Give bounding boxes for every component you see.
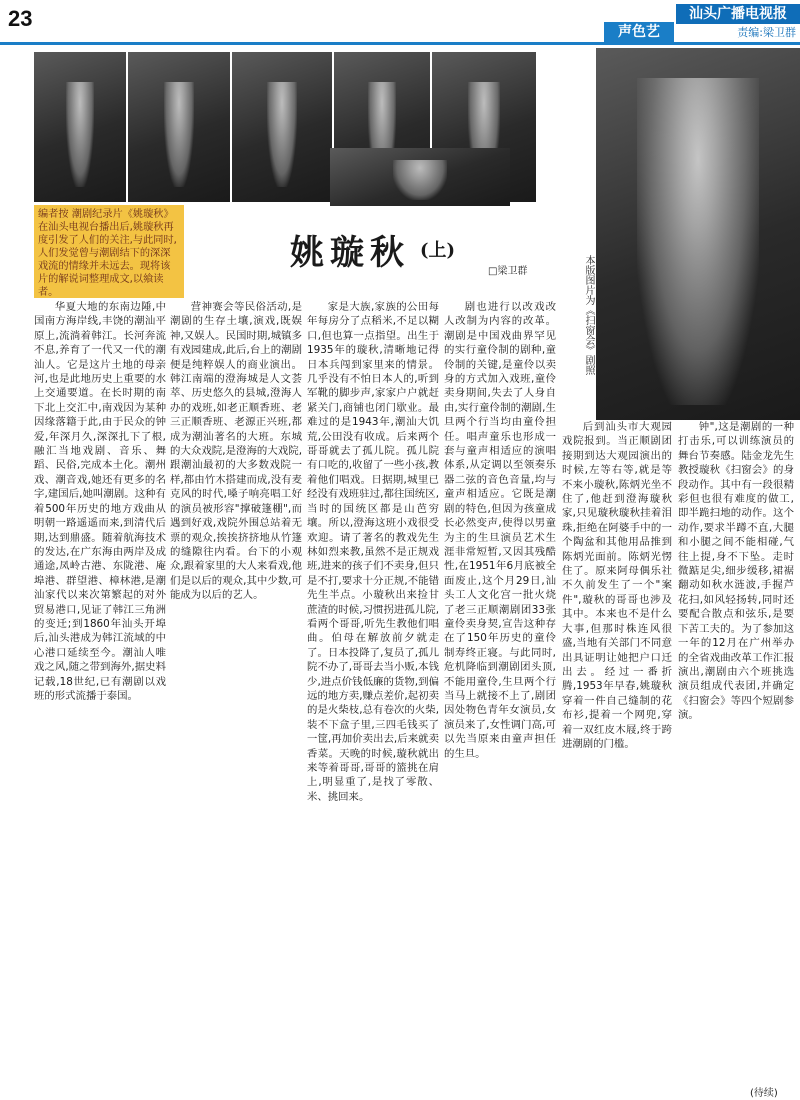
to-be-continued: (待续) bbox=[750, 1088, 778, 1099]
opera-photo-main bbox=[596, 48, 800, 420]
section-tab: 声色艺 bbox=[604, 22, 674, 42]
editor-credit: 责编:梁卫群 bbox=[737, 26, 796, 39]
article-column-6: 钟",这是潮剧的一种打击乐,可以训练演员的舞台节奏感。陆金龙先生教授璇秋《扫窗会》的身段动作。其中有一段很精彩但也很有难度的做工,即半跪扫地的动作。这个动作,要求半蹲不直,大腿和小腿之间不能相碰,气往上提,身不下坠。走时微踮足尖,细步缓移,裙裾翻动如秋水涟波,手握芦花扫,如风轻扬转,同时还要配合散点和弦乐,是要下苦工夫的。为了参加这一年的12月在广州举办的全省戏曲改革工作汇报演出,潮剧由六个班挑选演员组成代表团,并确定《扫窗会》等四个短剧参演。 bbox=[678, 421, 794, 722]
article-column-5: 后到汕头市大观园戏院报到。当正顺剧团接期到达大观园演出的时候,左等右等,就是等不来小璇秋,陈炳光坐不住了,他赶到澄海璇秋家,只见璇秋璇秋挂着泪珠,拒绝在阿婆手中的一个陶盆和其他用品推到陈炳光面前。陈炳光愣住了。原来阿母偶乐社不久前发生了一个"案件",璇秋的哥哥也涉及其中。本来也不是什么大事,但那时株连风很盛,当地有关部门不同意出具证明让她把户口迁出去。经过一番折腾,1953年早春,姚璇秋穿着一件自己缝制的花布衫,提着一个网兜,穿着一双红皮木屐,终于跨进潮剧的门槛。 bbox=[562, 421, 672, 750]
article-column-3: 家是大族,家族的公田每年每房分了点稻米,不足以糊口,但也算一点指望。出生于1935年的璇秋,清晰地记得日本兵闯到家里来的情景。几乎没有不怕日本人的,听到军靴的脚步声,家家户户就赶紧关门,商铺也闭门歇业。最难过的是1943年,潮汕大饥荒,公田没有收成。后来两个哥哥就去了孤儿院。孤儿院有口吃的,收留了一些小孩,教着他们唱戏。日据期,城里已经没有戏班驻过,都往国统区,当时的国统区都是山芭穷壤。所以,澄海这班小戏很受欢迎。请了著名的教戏先生林如烈来教,虽然不是正规戏班,进来的孩子们不卖身,但只是不打,要求十分正规,不能错先生半点。小璇秋出来捡甘蔗渣的时候,习惯拐进孤儿院,看两个哥哥,听先生教他们唱曲。伯母在解放前夕就走了。日本投降了,复员了,孤儿院不办了,哥哥去当小贩,本钱少,进点价钱低廉的货物,到偏远的地方卖,赚点差价,起初卖的是火柴枝,总有卷次的火柴,装不下盒子里,三四毛钱买了一筐,再加价卖出去,后来就卖香菜。天晚的时候,璇秋就出来等着哥哥,哥哥的篮挑在肩上,明显重了,是找了零散、米、挑回来。 bbox=[307, 301, 439, 803]
article-byline: □梁卫群 bbox=[488, 266, 528, 277]
opera-photo-3 bbox=[232, 52, 332, 202]
editor-note: 编者按 潮剧纪录片《姚璇秋》在汕头电视台播出后,姚璇秋再度引发了人们的关注,与此同时,人们发觉曾与潮剧结下的深深戏流的情缘并未远去。现将该片的解说词整理成文,以飨读者。 bbox=[34, 205, 184, 298]
article-column-2: 营神赛会等民俗活动,是潮剧的生存土壤,演戏,既娱神,又娱人。民国时期,城镇多有戏园建成,此后,台上的潮剧便是纯粹娱人的商业演出。韩江南端的澄海城是人文荟萃、历史悠久的县城,澄海人办的戏班,如老正顺香班、老三正顺香班、老源正兴班,都成为潮汕著名的大班。东城的大众戏院,是澄海的大戏院,跟潮汕最初的大多数戏院一样,都由竹木搭建而成,没有麦克风的时代,嗓子响亮唱工好的演员被形容"撑破篷棚",而遇到好戏,戏院外围总站着无票的观众,挨挨挤挤地从竹篷的缝隙往内看。台下的小观众,跟着家里的大人来看戏,他们是以后的观众,其中少数,可能成为以后的艺人。 bbox=[170, 301, 302, 602]
opera-photo-2 bbox=[128, 52, 230, 202]
newspaper-name: 汕头广播电视报 bbox=[676, 4, 800, 24]
photo-caption: 本版图片为《扫窗会》剧照 bbox=[583, 255, 594, 375]
article-title-suffix: (上) bbox=[420, 240, 456, 261]
article-column-1: 华夏大地的东南边陲,中国南方海岸线,丰饶的潮汕平原上,流淌着韩江。长河奔流不息,养育了一代又一代的潮汕人。它是这片土地的母亲河,也是此地历史上重要的水上交通要道。在长时期的南下北上交汇中,南戏因为某种因缘落籍于此,由于民众的钟爱,年深月久,深深扎下了根,融汇当地戏剧、音乐、舞蹈、民俗,完成本土化。潮州戏、潮音戏,她还有更多的名字,建国后,她叫潮剧。这种有着500年历史的地方戏曲从明朝一路遥遥而来,到清代后期,达到鼎盛。随着航海技术的发达,在广东海由两岸及成通途,凤岭古港、东陇港、庵埠港、群望港、樟林港,是潮汕家代以来次第繁起的对外贸易港口,见证了韩江三角洲的变迁;到1860年汕头开埠后,汕头港成为韩江流域的中心港口延续至今。潮汕人唯戏之风,随之带到海外,据史料记载,18世纪,已有潮剧以戏班的形式流播于泰国。 bbox=[34, 301, 166, 702]
article-title: 姚璇秋 bbox=[290, 233, 410, 273]
opera-photo-1 bbox=[34, 52, 126, 202]
page-header bbox=[0, 0, 800, 42]
opera-photo-6 bbox=[330, 148, 510, 206]
header-rule bbox=[0, 42, 800, 45]
article-column-4: 剧也进行以改戏改人改制为内容的改革。潮剧是中国戏曲界罕见的实行童伶制的剧种,童伶制的关键,是童伶以卖身的方式加入戏班,童伶卖身期间,失去了人身自由,实行童伶制的潮剧,生旦两个行当均由童伶担任。唱声童乐也形成一套与童声相适应的演唱体系,从定调以至领奏乐器二弦的音色音量,均与童声相适应。它既是潮剧的特色,但因为孩童成长必然变声,使得以男童为主的生旦演员艺术生涯非常短暂,又因其残酷性,在1951年6月底被全面废止,这个月29日,汕头工人文化宫一批火烧了老三正顺潮剧团33张童伶卖身契,宣告这种存在了150年历史的童伶制寿终正寝。与此同时,危机降临到潮剧团头顶,不能用童伶,生旦两个行当马上就接不上了,剧团因处物色青年女演员,女演员来了,女性调门高,可以先当原来由童声担任的生旦。 bbox=[444, 301, 556, 760]
page-number: 23 bbox=[8, 6, 33, 31]
